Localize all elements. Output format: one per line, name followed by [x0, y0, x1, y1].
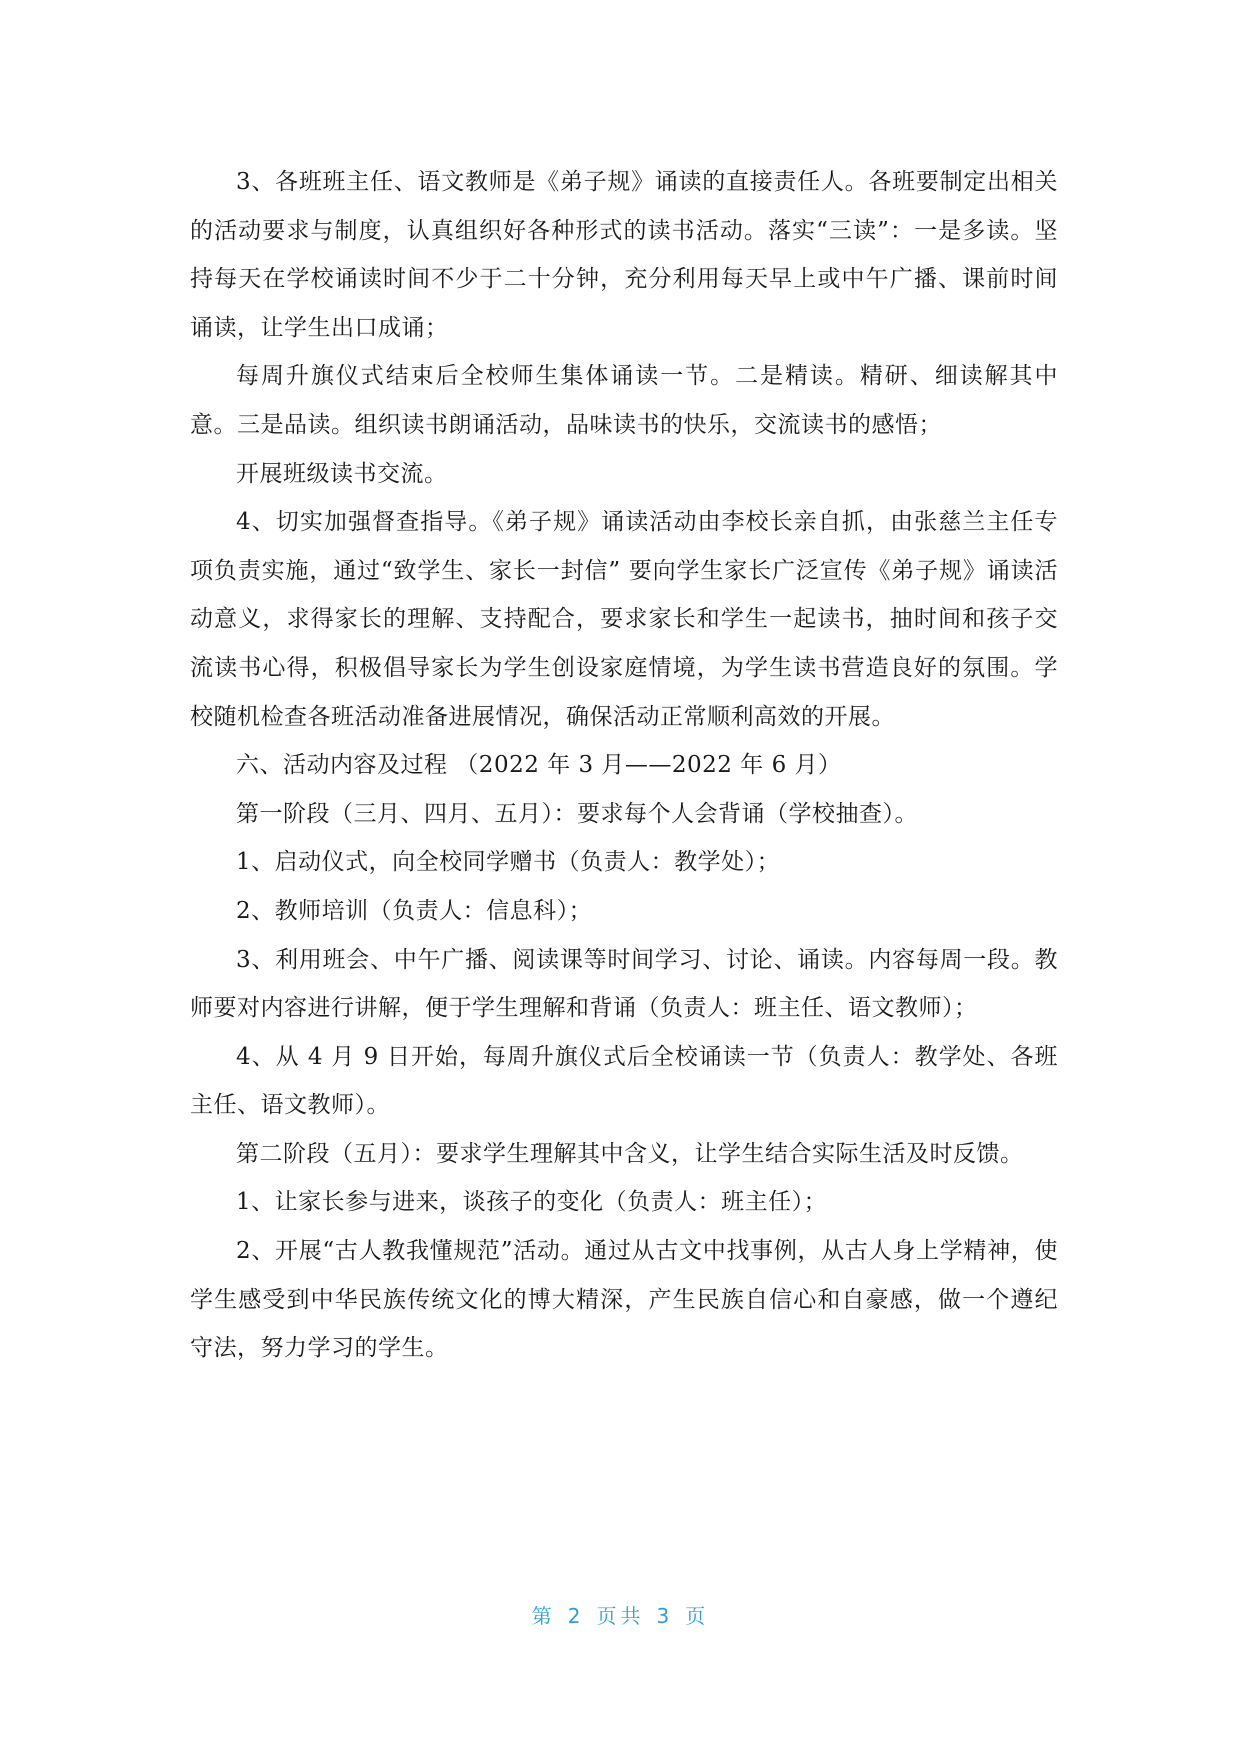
paragraph: 每周升旗仪式结束后全校师生集体诵读一节。二是精读。精研、细读解其中意。三是品读。组织读书朗诵活动，品味读书的快乐，交流读书的感悟； — [190, 363, 1058, 438]
paragraph: 第一阶段（三月、四月、五月）：要求每个人会背诵（学校抽查）。 — [236, 800, 918, 827]
list-item: 2、开展“古人教我懂规范”活动。通过从古文中找事例，从古人身上学精神，使学生感受到中华民族传统文化的博大精深，产生民族自信心和自豪感，做一个遵纪守法，努力学习的学生。 — [190, 1238, 1058, 1362]
paragraph: 3、各班班主任、语文教师是《弟子规》诵读的直接责任人。各班要制定出相关的活动要求与制度，认真组织好各种形式的读书活动。落实“三读”：一是多读。坚持每天在学校诵读时间不少于二十分钟，充分利用每天早上或中午广播、课前时间诵读，让学生出口成诵； — [190, 169, 1058, 341]
list-item: 2、教师培训（负责人：信息科）； — [236, 897, 593, 924]
document-body — [190, 158, 1058, 1373]
footer-total-pages: 3 — [656, 1604, 674, 1628]
paragraph: 第二阶段（五月）：要求学生理解其中含义，让学生结合实际生活及时反馈。 — [236, 1140, 1024, 1167]
footer-suffix: 页 — [685, 1604, 710, 1628]
paragraph: 开展班级读书交流。 — [236, 460, 448, 487]
section-heading: 六、活动内容及过程 （2022 年 3 月——2022 年 6 月） — [236, 752, 842, 779]
list-item: 4、从 4 月 9 日开始，每周升旗仪式后全校诵读一节（负责人：教学处、各班主任、语文教师）。 — [190, 1043, 1058, 1119]
list-item: 1、让家长参与进来，谈孩子的变化（负责人：班主任）； — [236, 1189, 828, 1216]
list-item: 1、启动仪式，向全校同学赠书（负责人：教学处）； — [236, 849, 781, 876]
page-footer — [0, 1600, 1241, 1629]
footer-prefix: 第 — [531, 1604, 556, 1628]
paragraph: 4、切实加强督查指导。《弟子规》诵读活动由李校长亲自抓，由张慈兰主任专项负责实施，通过“致学生、家长一封信” 要向学生家长广泛宣传《弟子规》诵读活动意义，求得家长的理解、支持配合，要求家长和学生一起读书，抽时间和孩子交流读书心得，积极倡导家长为学生创设家庭情境，为学生读书营造良好的氛围。学校随机检查各班活动准备进展情况，确保活动正常顺利高效的开展。 — [190, 509, 1058, 730]
footer-middle: 页共 — [596, 1604, 645, 1628]
footer-current-page: 2 — [567, 1604, 585, 1628]
list-item: 3、利用班会、中午广播、阅读课等时间学习、讨论、诵读。内容每周一段。教师要对内容进行讲解，便于学生理解和背诵（负责人：班主任、语文教师）； — [190, 946, 1058, 1022]
